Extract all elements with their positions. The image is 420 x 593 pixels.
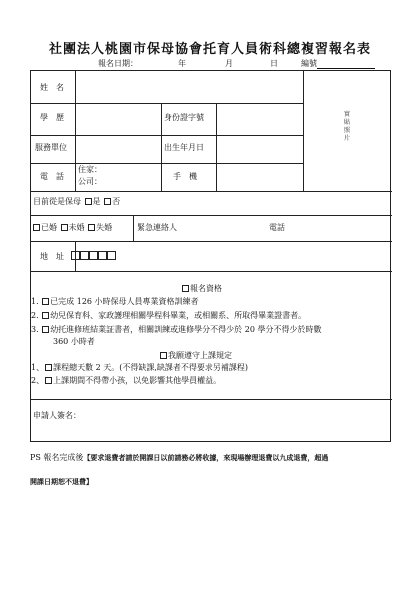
home-phone-label: 住家： — [78, 165, 102, 174]
ps-note-line-2: 開課日期恕不退費】 — [30, 477, 93, 486]
office-phone-label: 公司： — [78, 177, 102, 186]
phone-label: 電 話 — [40, 172, 64, 181]
qualification-2-text: 幼兒保育科、家政護理相關學程科畢業，或相關系、所取得畢業證書者。 — [50, 311, 307, 320]
qualification-3-checkbox[interactable] — [42, 326, 49, 333]
rule-2-text: 上課期間不得帶小孩，以免影響其他學員權益。 — [53, 376, 222, 385]
serial-blank[interactable] — [317, 59, 375, 69]
widowed-checkbox[interactable] — [88, 224, 95, 231]
qualification-3-text: 幼托進修班結業証書者，相關訓練或進修學分不得少於 20 學分不得少於時數 — [50, 325, 322, 334]
rule-1-checkbox[interactable] — [45, 364, 52, 371]
married-checkbox[interactable] — [33, 224, 40, 231]
photo-placeholder: 實貼照片 — [343, 111, 350, 142]
married-label: 已婚 — [41, 223, 57, 232]
qualification-2 — [31, 311, 306, 321]
education-label: 學 歷 — [40, 113, 64, 122]
ps-note — [30, 452, 328, 463]
qualification-3 — [31, 325, 321, 335]
qualification-1-text: 已完成 126 小時保母人員專業資格訓練者 — [50, 297, 199, 306]
nanny-yes-label: 是 — [92, 197, 101, 206]
postal-box[interactable] — [71, 251, 80, 260]
emergency-phone-label: 電話 — [269, 223, 285, 232]
date-month-label: 月 — [225, 59, 233, 68]
serial-label — [301, 58, 375, 69]
nanny-no-label: 否 — [112, 197, 121, 206]
qualification-2-checkbox[interactable] — [42, 312, 49, 319]
ps-refund-policy: 【要求退費者請於開課日以前請務必將收據，來現場辦理退費以九成退費，超過 — [83, 453, 329, 462]
workplace-label: 服務單位 — [35, 143, 67, 152]
form-title: 社團法人桃園市保母協會托育人員術科總複習報名表 — [48, 42, 371, 57]
qualification-title — [181, 284, 222, 294]
date-label: 報名日期： — [98, 59, 138, 68]
rules-title — [159, 351, 232, 361]
qualification-3-continued: 360 小時者 — [53, 337, 95, 346]
rules-agree-checkbox[interactable] — [160, 352, 167, 359]
name-label: 姓 名 — [40, 83, 64, 92]
qualification-1 — [31, 297, 199, 307]
registration-form — [30, 70, 391, 442]
qualification-1-checkbox[interactable] — [42, 298, 49, 305]
qualification-title-text: 報名資格 — [190, 284, 222, 293]
nanny-status-label: 目前從是保母 — [33, 197, 81, 206]
postal-box[interactable] — [80, 251, 89, 260]
emergency-contact-label: 緊急連絡人 — [137, 223, 177, 232]
qualification-1-number: 1. — [31, 297, 39, 306]
rule-2 — [31, 376, 221, 386]
rule-2-number: 2、 — [31, 376, 45, 385]
rule-2-checkbox[interactable] — [45, 377, 52, 384]
signature-label: 申請人簽名： — [33, 411, 81, 420]
postal-box[interactable] — [98, 251, 107, 260]
marital-status — [32, 223, 112, 233]
unmarried-checkbox[interactable] — [61, 224, 68, 231]
rule-1-number: 1、 — [31, 363, 45, 372]
rule-1 — [31, 363, 248, 373]
name-field[interactable] — [81, 83, 297, 93]
date-year-label: 年 — [178, 59, 186, 68]
ps-prefix: PS 報名完成後 — [30, 453, 84, 462]
rules-title-text: 我願遵守上課規定 — [168, 351, 232, 360]
id-number-label: 身份證字號 — [164, 113, 204, 122]
mobile-label: 手 機 — [173, 172, 197, 181]
date-day-label: 日 — [270, 59, 278, 68]
qualification-2-number: 2. — [31, 311, 39, 320]
unmarried-label: 未婚 — [68, 223, 85, 232]
postal-code-boxes — [71, 251, 116, 261]
serial-label-text: 編號 — [301, 59, 317, 68]
birthdate-label: 出生年月日 — [164, 143, 204, 152]
widowed-label: 失婚 — [96, 223, 113, 232]
qualification-checkbox[interactable] — [182, 285, 189, 292]
nanny-no-checkbox[interactable] — [104, 198, 111, 205]
nanny-yes-checkbox[interactable] — [85, 198, 92, 205]
qualification-3-number: 3. — [31, 325, 39, 334]
address-label: 地 址 — [40, 252, 64, 261]
rule-1-text: 課程總天數 2 天。(不得缺課,缺課者不得要求另補課程) — [53, 363, 249, 372]
postal-box[interactable] — [107, 251, 116, 260]
nanny-status — [33, 197, 120, 207]
postal-box[interactable] — [89, 251, 98, 260]
